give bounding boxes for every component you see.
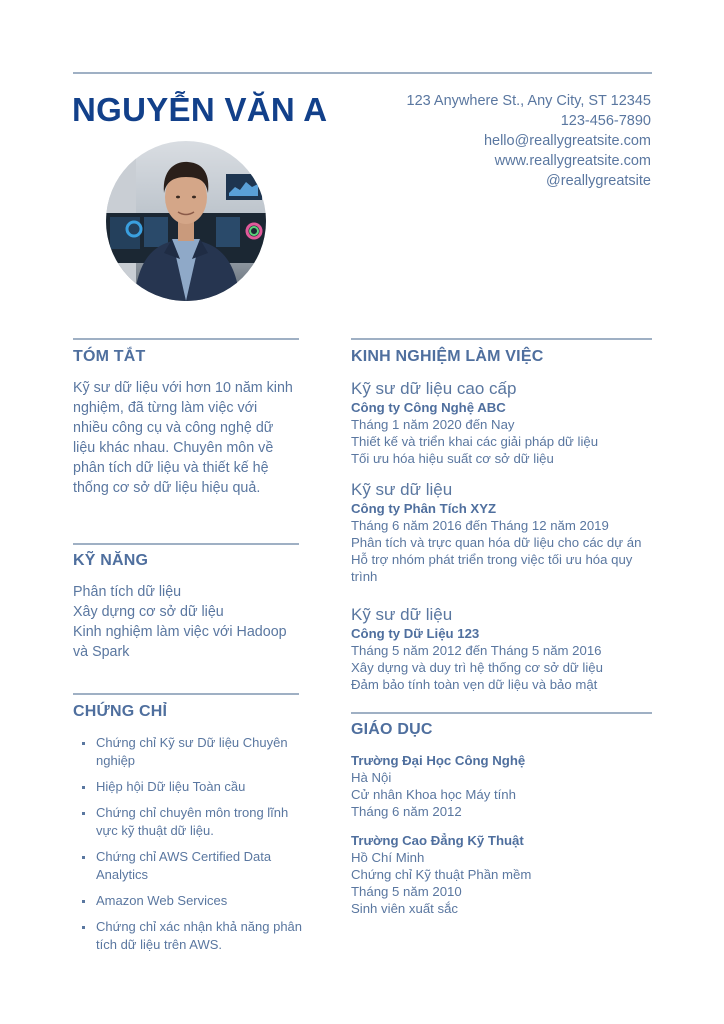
summary-heading: TÓM TẮT [73,348,146,365]
school-name: Trường Cao Đẳng Kỹ Thuật [351,833,524,848]
education-entry [351,752,656,820]
summary-line: Kỹ sư dữ liệu với hơn 10 năm kinh [73,380,293,396]
profile-photo [106,141,266,301]
job-company: Công ty Dữ Liệu 123 [351,626,480,641]
candidate-name: NGUYỄN VĂN A [72,91,328,128]
skill-item: Xây dựng cơ sở dữ liệu [73,604,224,620]
summary-divider [73,338,299,340]
contact-email: hello@reallygreatsite.com [483,133,651,149]
school-location: Hà Nội [351,770,392,785]
job-entry [351,378,656,467]
certificate-item: Hiệp hội Dữ liệu Toàn cầu [80,778,305,796]
certificates-list [80,734,305,962]
skill-item: Kinh nghiệm làm việc với Hadoop [73,624,287,640]
certificate-item: Chứng chỉ AWS Certified Data Analytics [80,848,305,884]
school-degree: Cử nhân Khoa học Máy tính [351,787,516,802]
summary-line: phân tích dữ liệu và thiết kế hệ [73,460,269,476]
job-entry [351,479,656,585]
experience-heading: KINH NGHIỆM LÀM VIỆC [351,348,544,365]
job-duty: Phân tích và trực quan hóa dữ liệu cho các dự án [351,535,642,550]
job-duty: Hỗ trợ nhóm phát triển trong việc tối ưu hóa quy trình [351,552,633,584]
certificates-divider [73,693,299,695]
skill-item: và Spark [73,644,130,660]
contact-address: 123 Anywhere St., Any City, ST 12345 [406,93,651,109]
contact-phone: 123-456-7890 [560,113,651,129]
job-period: Tháng 1 năm 2020 đến Nay [351,417,515,432]
certificate-item: Chứng chỉ xác nhận khả năng phân tích dữ liệu trên AWS. [80,918,305,954]
job-company: Công ty Công Nghệ ABC [351,400,506,415]
job-period: Tháng 5 năm 2012 đến Tháng 5 năm 2016 [351,643,602,658]
summary-line: thống cơ sở dữ liệu hiệu quả. [73,480,261,496]
certificate-item: Amazon Web Services [80,892,305,910]
summary-line: nghiệm, đã từng làm việc với [73,400,258,416]
job-duty: Thiết kế và triển khai các giải pháp dữ liệu [351,434,599,449]
education-heading: GIÁO DỤC [351,721,433,738]
school-degree: Chứng chỉ Kỹ thuật Phần mềm [351,867,532,882]
job-title: Kỹ sư dữ liệu [351,480,453,499]
school-name: Trường Đại Học Công Nghệ [351,753,526,768]
job-entry [351,604,656,693]
top-divider [73,72,652,74]
job-duty: Xây dựng và duy trì hệ thống cơ sở dữ liệu [351,660,603,675]
certificates-heading: CHỨNG CHỈ [73,703,168,720]
school-date: Tháng 5 năm 2010 [351,884,462,899]
contact-info [407,91,652,191]
job-title: Kỹ sư dữ liệu cao cấp [351,379,517,398]
skills-heading: KỸ NĂNG [73,552,149,569]
experience-divider [351,338,652,340]
school-note: Sinh viên xuất sắc [351,901,459,916]
job-duty: Tối ưu hóa hiệu suất cơ sở dữ liệu [351,451,554,466]
job-company: Công ty Phân Tích XYZ [351,501,497,516]
school-date: Tháng 6 năm 2012 [351,804,462,819]
certificate-item: Chứng chỉ Kỹ sư Dữ liệu Chuyên nghiệp [80,734,305,770]
summary-text [73,378,305,498]
summary-line: nhiều công cụ và công nghệ dữ [73,420,274,436]
contact-social: @reallygreatsite [546,173,651,189]
job-title: Kỹ sư dữ liệu [351,605,453,624]
skill-item: Phân tích dữ liệu [73,584,182,600]
skills-divider [73,543,299,545]
contact-website: www.reallygreatsite.com [494,153,651,169]
skills-list [73,582,305,662]
job-period: Tháng 6 năm 2016 đến Tháng 12 năm 2019 [351,518,609,533]
summary-line: liệu khác nhau. Chuyên môn về [73,440,274,456]
education-divider [351,712,652,714]
education-entry [351,832,656,917]
school-location: Hồ Chí Minh [351,850,425,865]
job-duty: Đảm bảo tính toàn vẹn dữ liệu và bảo mật [351,677,598,692]
certificate-item: Chứng chỉ chuyên môn trong lĩnh vực kỹ thuật dữ liệu. [80,804,305,840]
profile-photo-icon [106,141,266,301]
